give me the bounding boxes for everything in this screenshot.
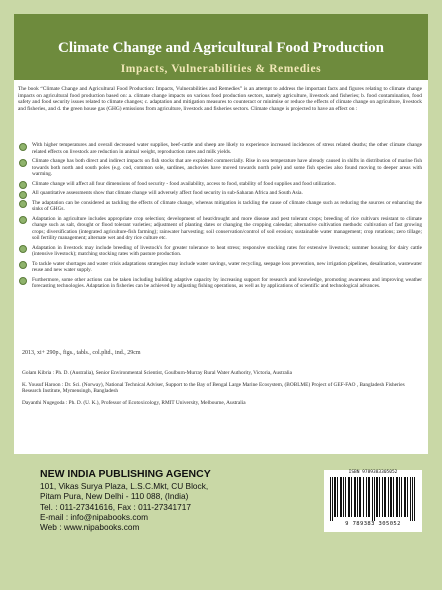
bullet-icon <box>19 159 27 167</box>
bullet-text: Adaptation in agriculture includes appropriate crop selection; development of heat/drought and more disease and pest tolerant crops; breeding of rice cultivars resistant to climate change such as salt, drought or flood tolerant varieties; adjustment of planting dates or changing the cropping calendar; alternative cultivation methods: cultivation of fast growing crops; diversification (integrated agriculture-fish farming); rainwater harvesting; soil conservation/control of soil erosion; sustainable water management; crop rotations; zero tillage; soil fertility management; alternate wet and dry rice culture etc. <box>32 215 422 241</box>
bullet-item <box>18 190 422 197</box>
bullet-item <box>18 158 422 178</box>
author-entry: Dayanthi Nugegoda : Ph. D. (U. K.), Professor of Ecotoxicology, RMIT University, Melbourne, Australia <box>22 399 246 406</box>
bullet-text: Furthermore, some other actions can be taken including building adaptive capacity by increasing support for research and knowledge, promoting awareness and improving weather forecasting technologies. Adaptation in fisheries can be achieved by adjusting fishing operations, as well as by applications of scientific and technological advances. <box>32 276 422 289</box>
publisher-website[interactable]: Web : www.nipabooks.com <box>40 522 140 533</box>
book-subtitle: Impacts, Vulnerabilities & Remedies <box>120 63 322 75</box>
bullet-item <box>18 245 422 258</box>
isbn-label: ISBN 9789383305052 <box>348 470 398 475</box>
author-list <box>22 370 420 411</box>
effects-list <box>18 142 422 293</box>
intro-paragraph: The book “Climate Change and Agricultural Food Production: Impacts, Vulnerabilities and Remedies” is an attempt to address the important facts and figures relating to climate change impacts on agricultural food production based on: a. climate change impacts on various food production sectors, namely agriculture, livestock and fisheries; b. food contamination, food safety and food security issues related to climate changes; c. adaptation and mitigation measures to counteract or minimise or reduce the effects of climate change on agriculture, livestock and fisheries, and d. the green house gas (GHG) emissions from agriculture, livestock and fisheries sectors. Climate change is projected to have an effect on : <box>18 86 422 112</box>
bullet-item <box>18 216 422 242</box>
publisher-address-line-1: 101, Vikas Surya Plaza, L.S.C.Mkt, CU Block, <box>40 481 209 491</box>
bullet-text: All quantitative assessments show that climate change will adversely affect food security in sub-Saharan Africa and South Asia. <box>32 190 303 196</box>
bullet-icon <box>19 143 27 151</box>
publisher-name: NEW INDIA PUBLISHING AGENCY <box>40 468 211 480</box>
author-entry: Golam Kibria : Ph. D. (Australia), Senior Environmental Scientist, Goulburn-Murray Rural Water Authority, Victoria, Australia <box>22 370 292 376</box>
bullet-text: To tackle water shortages and water crisis adaptations strategies may include water savings, water recycling, seepage loss prevention, new irrigation pipelines, desalination, wastewater reuse and new water supply. <box>32 260 422 273</box>
edition-details: 2013, xi+ 290p., figs., tabls., col.pltd., ind., 29cm <box>22 350 141 356</box>
book-title: Climate Change and Agricultural Food Production <box>58 40 384 56</box>
publisher-email[interactable]: E-mail : info@nipabooks.com <box>40 511 149 522</box>
barcode <box>324 470 422 532</box>
barcode-bars-icon <box>330 477 416 521</box>
bullet-icon <box>19 181 27 189</box>
bullet-item <box>18 200 422 213</box>
bullet-text: Adaptation in livestock may include breeding of livestock's for greater tolerance to heat stress; responsive stocking rates for extensive livestock; summer housing for dairy cattle (intensive livestock); matching stocking rates with pasture production. <box>32 244 422 257</box>
bullet-item <box>18 277 422 290</box>
publisher-block <box>40 468 300 532</box>
bullet-icon <box>19 200 27 208</box>
publisher-address-line-2: Pitam Pura, New Delhi - 110 088, (India) <box>40 491 189 502</box>
barcode-digits: 9 789383 305052 <box>345 521 401 527</box>
bullet-item <box>18 261 422 274</box>
bullet-text: Climate change has both direct and indirect impacts on fish stocks that are exploited commercially. Rise in sea temperature have already caused in shifts in distribution of marine fish towards both north and south poles (e.g. cod, common sole, sardines, anchovies have moved towards north pole) and some fish species also found moving to deeper areas with warming. <box>32 158 422 177</box>
bullet-icon <box>19 245 27 253</box>
bullet-text: With higher temperatures and overall decreased water supplies, beef-cattle and sheep are likely to experience increased incidences of stress related deaths; the other climate change related effects on livestock are reduction in animal weight, reproduction rates and milk yields. <box>32 142 422 155</box>
bullet-icon <box>19 191 27 199</box>
publisher-phone: Tel. : 011-27341616, Fax : 011-27341717 <box>40 501 191 512</box>
bullet-item <box>18 181 422 188</box>
bullet-item <box>18 142 422 155</box>
author-entry: K. Yousuf Haroon : Dr. Sci. (Norway), National Technical Adviser, Support to the Bay of Bengal Large Marine Ecosystem, (BOBLME) Project of GEF-FAO , Bangladesh Fisheries Research Institute, Mymensingh, Bangladesh <box>22 381 405 395</box>
bullet-icon <box>19 216 27 224</box>
bullet-text: The adaptation can be considered as tackling the effects of climate change, whereas mitigation is tackling the cause of climate change such as reducing the sources or enhancing the sinks of GHGs. <box>32 199 422 212</box>
bullet-text: Climate change will affect all four dimensions of food security - food availability, access to food, stability of food supplies and food utilization. <box>32 180 336 187</box>
bullet-icon <box>19 277 27 285</box>
bullet-icon <box>19 261 27 269</box>
